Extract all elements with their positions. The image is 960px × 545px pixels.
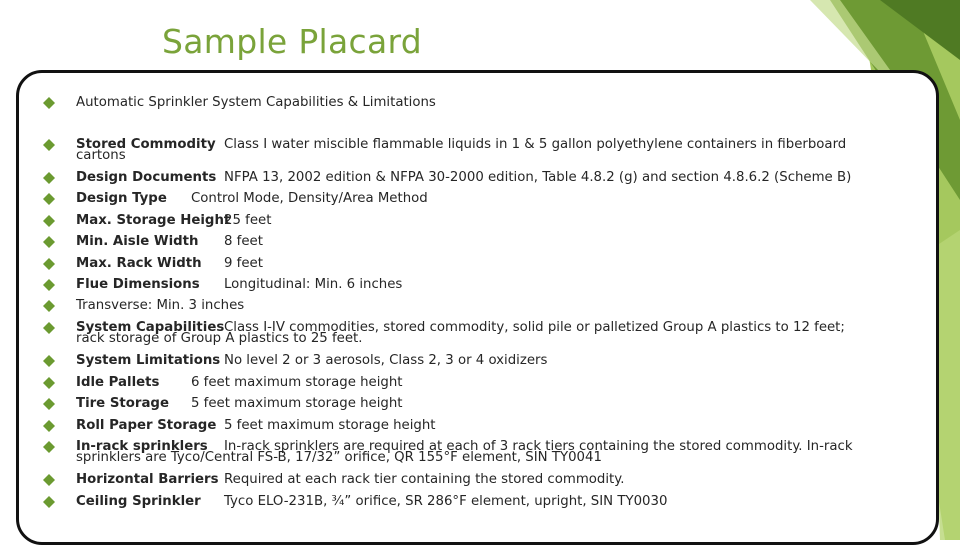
diamond-bullet-icon <box>43 172 55 184</box>
row-label: Tire Storage <box>76 396 169 411</box>
row-label: Max. Rack Width <box>76 256 202 271</box>
diamond-bullet-icon <box>43 97 55 109</box>
row-value-continuation: cartons <box>76 148 126 163</box>
row-value: Class I-IV commodities, stored commodity, solid pile or palletized Group A plastics to 12 feet; <box>224 320 845 335</box>
diamond-bullet-icon <box>43 474 55 486</box>
row-value: In-rack sprinklers are required at each of 3 rack tiers containing the stored commodity. In-rack <box>224 439 853 454</box>
row-value: Control Mode, Density/Area Method <box>191 191 428 206</box>
diamond-bullet-icon <box>43 215 55 227</box>
row-label: Ceiling Sprinkler <box>76 494 201 509</box>
row-value: Longitudinal: Min. 6 inches <box>224 277 403 292</box>
row-value: Class I water miscible flammable liquids in 1 & 5 gallon polyethylene containers in fiberboard <box>224 137 847 152</box>
row-label: Horizontal Barriers <box>76 472 219 487</box>
diamond-bullet-icon <box>43 258 55 270</box>
row-value: 5 feet maximum storage height <box>191 396 403 411</box>
diamond-bullet-icon <box>43 139 55 151</box>
diamond-bullet-icon <box>43 355 55 367</box>
row-label: Idle Pallets <box>76 375 160 390</box>
row-label: Roll Paper Storage <box>76 418 217 433</box>
row-value: 25 feet <box>224 213 272 228</box>
row-label: Flue Dimensions <box>76 277 200 292</box>
row-value: Transverse: Min. 3 inches <box>76 298 245 313</box>
diamond-bullet-icon <box>43 398 55 410</box>
row-label: Max. Storage Height <box>76 213 231 228</box>
row-value: Required at each rack tier containing the stored commodity. <box>224 472 625 487</box>
diamond-bullet-icon <box>43 377 55 389</box>
diamond-bullet-icon <box>43 193 55 205</box>
row-label: Design Type <box>76 191 167 206</box>
diamond-bullet-icon <box>43 441 55 453</box>
row-label: System Limitations <box>76 353 221 368</box>
row-label: Min. Aisle Width <box>76 234 199 249</box>
placard-heading: Automatic Sprinkler System Capabilities & Limitations <box>76 95 436 110</box>
diamond-bullet-icon <box>43 322 55 334</box>
row-value: No level 2 or 3 aerosols, Class 2, 3 or 4 oxidizers <box>224 353 548 368</box>
row-label: In-rack sprinklers <box>76 439 208 454</box>
row-value: 5 feet maximum storage height <box>224 418 436 433</box>
row-label: Stored Commodity <box>76 137 216 152</box>
slide-title: Sample Placard <box>162 22 423 61</box>
diamond-bullet-icon <box>43 279 55 291</box>
diamond-bullet-icon <box>43 420 55 432</box>
diamond-bullet-icon <box>43 496 55 508</box>
row-value: Tyco ELO-231B, ¾” orifice, SR 286°F element, upright, SIN TY0030 <box>224 494 668 509</box>
row-value-continuation: rack storage of Group A plastics to 25 feet. <box>76 331 363 346</box>
row-value: 8 feet <box>224 234 263 249</box>
row-value: NFPA 13, 2002 edition & NFPA 30-2000 edition, Table 4.8.2 (g) and section 4.8.6.2 (Scheme B) <box>224 170 852 185</box>
row-label: Design Documents <box>76 170 217 185</box>
row-label: System Capabilities <box>76 320 225 335</box>
row-value: 9 feet <box>224 256 263 271</box>
row-value: 6 feet maximum storage height <box>191 375 403 390</box>
diamond-bullet-icon <box>43 300 55 312</box>
diamond-bullet-icon <box>43 236 55 248</box>
row-value-continuation: sprinklers are Tyco/Central FS-B, 17/32” orifice, QR 155°F element, SIN TY0041 <box>76 450 602 465</box>
placard-panel <box>16 70 939 545</box>
